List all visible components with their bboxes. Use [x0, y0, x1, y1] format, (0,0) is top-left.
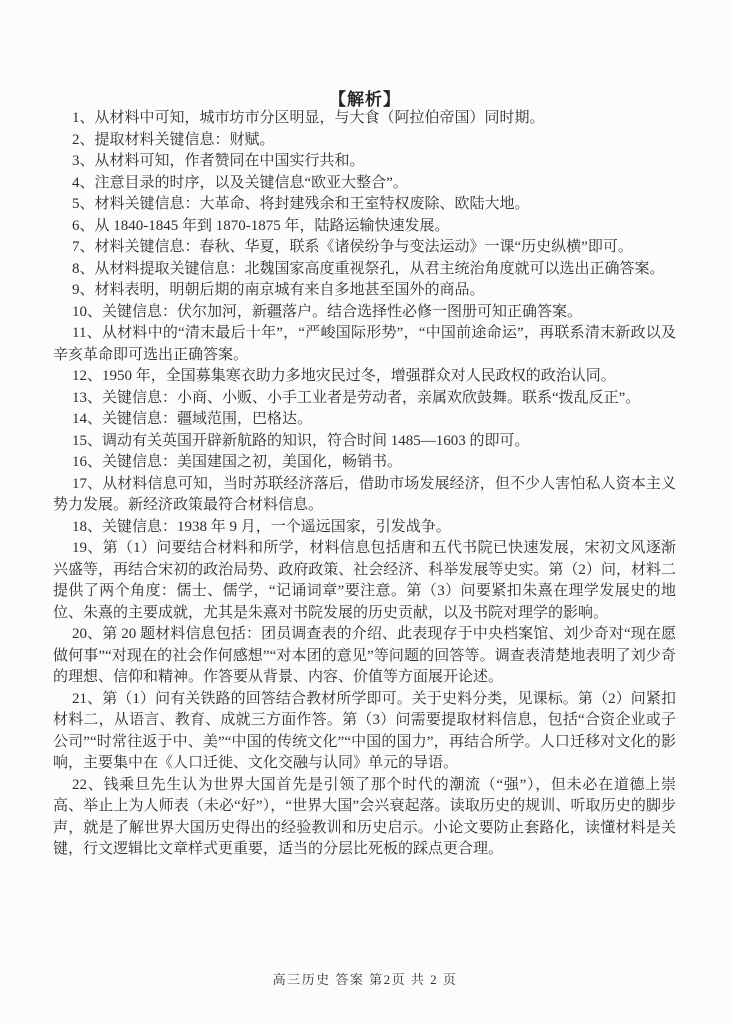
- analysis-item-7: 7、材料关键信息：春秋、华夏，联系《诸侯纷争与变法运动》一课“历史纵横”即可。: [72, 239, 633, 255]
- analysis-item-12: 12、1950 年，全国募集寒衣助力多地灾民过冬，增强群众对人民政权的政治认同。: [72, 368, 616, 384]
- section-title: 【解析】: [329, 90, 401, 109]
- analysis-item-22: 22、钱乘旦先生认为世界大国首先是引领了那个时代的潮流（“强”），但未必在道德上崇高、举止上为人师表（未必“好”），“世界大国”会兴衰起落。读取历史的规训、听取历史的脚步声，就是了解世界大国历史得出的经验教训和历史启示。小论文要防止套路化，读懂材料是关键，行文逻辑比文章样式更重要，适当的分层比死板的踩点更合理。: [53, 776, 676, 857]
- analysis-item-6: 6、从 1840-1845 年到 1870-1875 年，陆路运输快速发展。: [72, 217, 450, 234]
- analysis-item-16: 16、关键信息：美国建国之初，美国化，畅销书。: [72, 454, 403, 470]
- analysis-item-10: 10、关键信息：伏尔加河，新疆落户。结合选择性必修一图册可知正确答案。: [72, 303, 583, 320]
- analysis-list: [53, 108, 676, 861]
- analysis-item-15: 15、调动有关英国开辟新航路的知识，符合时间 1485—1603 的即可。: [72, 432, 530, 449]
- analysis-item-4: 4、注意目录的时序，以及关键信息“欧亚大整合”。: [72, 174, 408, 191]
- analysis-item-19: 19、第（1）问要结合材料和所学，材料信息包括唐和五代书院已快速发展，宋初文风逐渐兴盛等，再结合宋初的政治局势、政府政策、社会经济、科举发展等史实。第（2）问，材料二提供了两个角度：儒士、儒学，“记诵词章”要注意。第（3）问要紧扣朱熹在理学发展史的地位、朱熹的主要成就，尤其是朱熹对书院发展的历史贡献，以及书院对理学的影响。: [53, 540, 676, 621]
- analysis-item-21: 21、第（1）问有关铁路的回答结合教材所学即可。关于史料分类，见课标。第（2）问紧扣材料二，从语言、教育、成就三方面作答。第（3）问需要提取材料信息，包括“合资企业或子公司”“时常往返于中、美”“中国的传统文化”“中国的国力”，再结合所学。人口迁移对文化的影响，主要集中在《人口迁徙、文化交融与认同》单元的导语。: [53, 690, 676, 771]
- analysis-item-5: 5、材料关键信息：大革命、将封建残余和王室特权废除、欧陆大地。: [72, 196, 530, 212]
- analysis-item-20: 20、第 20 题材料信息包括：团员调查表的介绍、此表现存于中央档案馆、刘少奇对“现在愿做何事”“对现在的社会作何感想”“对本团的意见”等问题的回答等。调查表清楚地表明了刘少奇的理想、信仰和精神。作答要从背景、内容、价值等方面展开论述。: [53, 626, 676, 685]
- page-footer: 高三历史 答案 第2页 共 2 页: [272, 972, 458, 987]
- analysis-item-17: 17、从材料信息可知，当时苏联经济落后，借助市场发展经济，但不少人害怕私人资本主义势力发展。新经济政策最符合材料信息。: [53, 475, 676, 513]
- analysis-item-8: 8、从材料提取关键信息：北魏国家高度重视祭孔，从君主统治角度就可以选出正确答案。: [72, 260, 665, 277]
- analysis-item-14: 14、关键信息：疆域范围，巴格达。: [72, 411, 313, 427]
- analysis-item-18: 18、关键信息：1938 年 9 月，一个遥远国家，引发战争。: [72, 518, 451, 535]
- analysis-item-9: 9、材料表明，明朝后期的南京城有来自多地甚至国外的商品。: [72, 282, 485, 298]
- analysis-item-13: 13、关键信息：小商、小贩、小手工业者是劳动者，亲属欢欣鼓舞。联系“拨乱反正”。: [72, 389, 641, 406]
- analysis-item-1: 1、从材料中可知，城市坊市分区明显，与大食（阿拉伯帝国）同时期。: [72, 110, 545, 126]
- analysis-item-11: 11、从材料中的“清末最后十年”，“严峻国际形势”，“中国前途命运”，再联系清末新政以及辛亥革命即可选出正确答案。: [53, 325, 676, 363]
- analysis-item-2: 2、提取材料关键信息：财赋。: [72, 131, 275, 148]
- analysis-item-3: 3、从材料可知，作者赞同在中国实行共和。: [72, 153, 365, 169]
